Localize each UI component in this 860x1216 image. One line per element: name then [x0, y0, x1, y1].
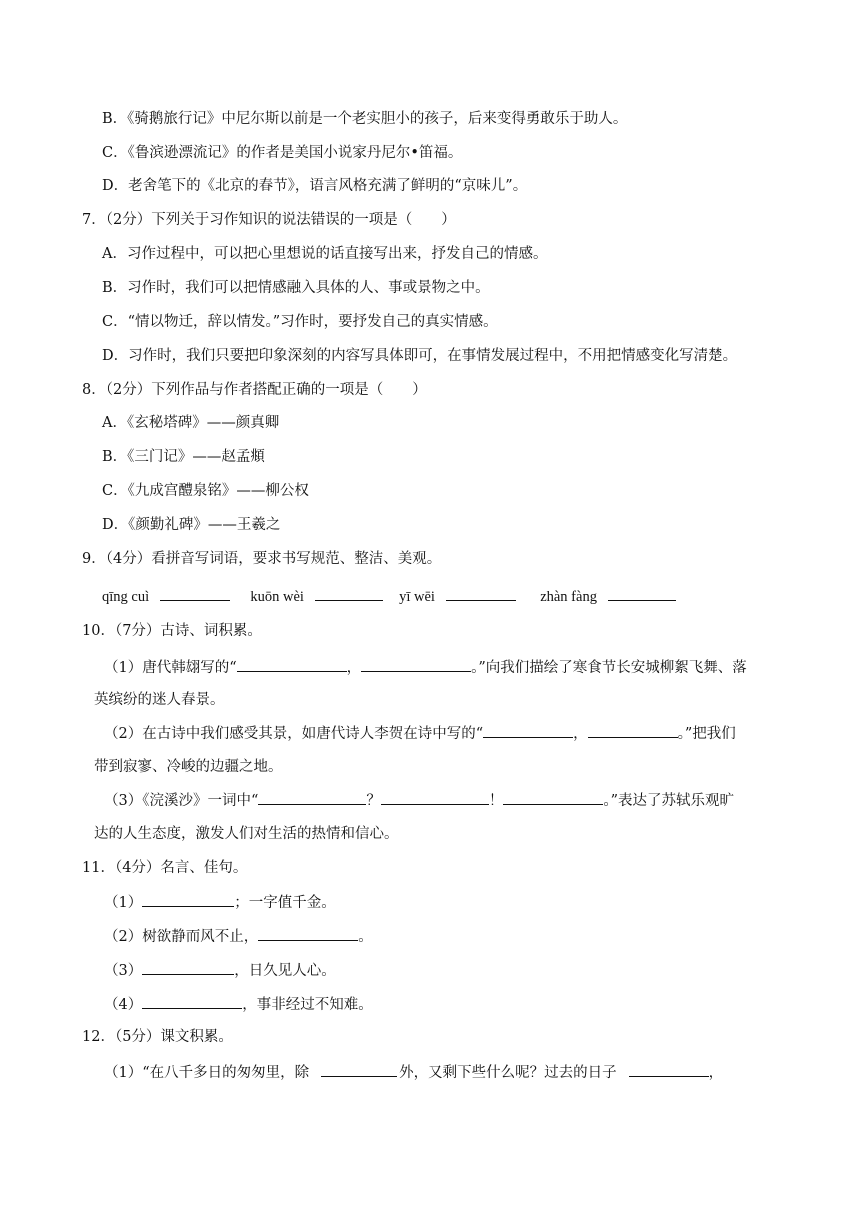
q11-i2-text: （2）树欲静而风不止， — [104, 929, 259, 945]
q9-stem: 9．（4分）看拼音写词语，要求书写规范、整洁、美观。 — [82, 551, 442, 567]
q10-part2-line1 — [104, 722, 736, 744]
q8-option-d: D．《颜勤礼碑》——王羲之 — [102, 517, 281, 533]
q8-option-b: B．《三门记》——赵孟頫 — [102, 449, 265, 465]
q10-part1-line2: 英缤纷的迷人春景。 — [94, 692, 225, 708]
q10-part1-line1 — [104, 656, 747, 678]
q11-i4-label: （4） — [104, 997, 143, 1013]
q10-part3-line1 — [104, 789, 734, 811]
q7-option-b: B．习作时，我们可以把情感融入具体的人、事或景物之中。 — [102, 280, 490, 296]
q11-i1-label: （1） — [104, 895, 143, 911]
q10-p3-sep2: ！ — [488, 793, 504, 809]
answer-blank[interactable] — [608, 585, 676, 601]
answer-blank[interactable] — [361, 656, 471, 672]
pinyin-1: qīng cuì — [102, 589, 150, 605]
q10-p2-text-a: （2）在古诗中我们感受其景，如唐代诗人李贺在诗中写的“ — [104, 726, 484, 742]
q11-i2-end: 。 — [358, 929, 373, 945]
q10-p3-text-b: 。”表达了苏轼乐观旷 — [603, 793, 735, 809]
q7-option-d: D．习作时，我们只要把印象深刻的内容写具体即可，在事情发展过程中，不用把情感变化写清楚。 — [102, 348, 738, 364]
q7-option-a: A．习作过程中，可以把心里想说的话直接写出来，抒发自己的情感。 — [102, 246, 548, 262]
q10-p1-text-a: （1）唐代韩翃写的“ — [104, 660, 237, 676]
pinyin-3: yī wēi — [399, 589, 435, 605]
answer-blank[interactable] — [629, 1061, 709, 1077]
q10-p1-sep: ， — [346, 660, 362, 676]
q12-stem: 12．（5分）课文积累。 — [82, 1029, 233, 1045]
pinyin-2: kuōn wèi — [250, 589, 304, 605]
q10-part3-line2: 达的人生态度，激发人们对生活的热情和信心。 — [94, 826, 399, 842]
q8-stem: 8．（2分）下列作品与作者搭配正确的一项是（ ） — [82, 382, 427, 398]
q11-i3-text: ，日久见人心。 — [234, 963, 336, 979]
answer-blank[interactable] — [503, 789, 603, 805]
answer-blank[interactable] — [160, 585, 230, 601]
answer-blank[interactable] — [237, 656, 347, 672]
q10-p2-text-b: 。”把我们 — [677, 726, 736, 742]
q10-part2-line2: 带到寂寥、冷峻的边疆之地。 — [94, 759, 283, 775]
q12-i1-text-a: （1）“在八千多日的匆匆里，除 — [104, 1065, 310, 1081]
q11-i3-label: （3） — [104, 963, 143, 979]
q10-p1-text-b: 。”向我们描绘了寒食节长安城柳絮飞舞、落 — [471, 660, 747, 676]
q7-stem: 7．（2分）下列关于习作知识的说法错误的一项是（ ） — [82, 212, 456, 228]
answer-blank[interactable] — [258, 925, 358, 941]
answer-blank[interactable] — [142, 959, 234, 975]
pinyin-4: zhàn fàng — [540, 589, 597, 605]
answer-blank[interactable] — [483, 722, 573, 738]
answer-blank[interactable] — [142, 993, 242, 1009]
q8-option-c: C．《九成宫醴泉铭》——柳公权 — [102, 483, 309, 499]
q11-item3 — [104, 959, 336, 981]
q11-item2 — [104, 925, 373, 947]
answer-blank[interactable] — [258, 789, 366, 805]
q6-option-b: B．《骑鹅旅行记》中尼尔斯以前是一个老实胆小的孩子，后来变得勇敢乐于助人。 — [102, 111, 628, 127]
q7-option-c: C．“情以物迁，辞以情发。”习作时，要抒发自己的真实情感。 — [102, 314, 498, 330]
q10-p2-sep: ， — [573, 726, 588, 742]
answer-blank[interactable] — [588, 722, 678, 738]
q10-stem: 10．（7分）古诗、词积累。 — [82, 623, 262, 639]
q11-stem: 11．（4分）名言、佳句。 — [82, 860, 248, 876]
answer-blank[interactable] — [142, 891, 234, 907]
answer-blank[interactable] — [381, 789, 489, 805]
q11-item1 — [104, 891, 336, 913]
answer-blank[interactable] — [446, 585, 516, 601]
q10-p3-text-a: （3）《浣溪沙》一词中“ — [104, 793, 259, 809]
q9-pinyin-row — [102, 585, 676, 607]
answer-blank[interactable] — [315, 585, 383, 601]
q12-item1 — [104, 1061, 723, 1083]
q10-p3-sep1: ？ — [366, 793, 381, 809]
q6-option-d: D．老舍笔下的《北京的春节》，语言风格充满了鲜明的“京味儿”。 — [102, 178, 528, 194]
q8-option-a: A．《玄秘塔碑》——颜真卿 — [102, 415, 280, 431]
q12-i1-end: ， — [708, 1065, 724, 1081]
q11-i4-text: ，事非经过不知难。 — [242, 997, 373, 1013]
q11-i1-text: ；一字值千金。 — [234, 895, 336, 911]
q6-option-c: C．《鲁滨逊漂流记》的作者是美国小说家丹尼尔•笛福。 — [102, 145, 463, 161]
q11-item4 — [104, 993, 373, 1015]
q12-i1-text-b: 外，又剩下些什么呢？过去的日子 — [399, 1065, 617, 1081]
answer-blank[interactable] — [321, 1061, 397, 1077]
